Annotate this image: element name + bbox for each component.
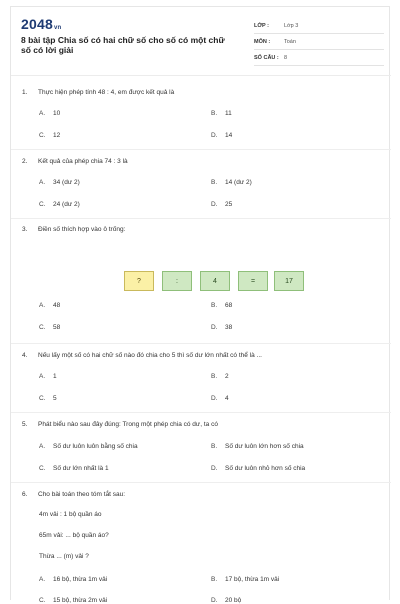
option-b[interactable]: B. 14 (dư 2) [211, 179, 252, 186]
option-a[interactable]: A. 10 [39, 110, 61, 117]
summary-line: 4m vải : 1 bộ quần áo [39, 511, 102, 518]
meta-subject: MÔN : Toán [254, 34, 384, 50]
option-a[interactable]: A. 1 [39, 373, 57, 380]
option-d[interactable]: D. 38 [211, 324, 233, 331]
question-text: 5. Phát biểu nào sau đây đúng: Trong một phép chia có dư, ta có [22, 421, 218, 428]
equation-divisor: 4 [200, 271, 230, 291]
question-text: 3. Điền số thích hợp vào ô trống: [22, 226, 126, 233]
option-d[interactable]: D. 14 [211, 132, 233, 139]
option-a[interactable]: A. 34 (dư 2) [39, 179, 80, 186]
option-c[interactable]: C. 12 [39, 132, 61, 139]
header-divider [11, 75, 391, 76]
question-divider [11, 343, 391, 344]
worksheet-header [11, 7, 391, 65]
option-c[interactable]: C. Số dư lớn nhất là 1 [39, 465, 109, 472]
question-text: 4. Nếu lấy một số có hai chữ số nào đó chia cho 5 thì số dư lớn nhất có thể là ... [22, 352, 262, 359]
option-c[interactable]: C. 15 bộ, thừa 2m vải [39, 597, 108, 604]
option-b[interactable]: B. 17 bộ, thừa 1m vải [211, 576, 280, 583]
question-text: 1. Thực hiện phép tính 48 : 4, em được kết quả là [22, 89, 175, 96]
option-d[interactable]: D. 4 [211, 395, 229, 402]
option-d[interactable]: D. 20 bộ [211, 597, 242, 604]
option-d[interactable]: D. Số dư luôn nhỏ hơn số chia [211, 465, 306, 472]
question-text: 2. Kết quả của phép chia 74 : 3 là [22, 158, 128, 165]
option-c[interactable]: C. 5 [39, 395, 57, 402]
meta-question-count: SỐ CÂU : 8 [254, 50, 384, 66]
question-divider [11, 482, 391, 483]
option-d[interactable]: D. 25 [211, 201, 233, 208]
question-divider [11, 149, 391, 150]
worksheet-meta [254, 18, 384, 66]
question-divider [11, 412, 391, 413]
option-c[interactable]: C. 58 [39, 324, 61, 331]
option-b[interactable]: B. 2 [211, 373, 229, 380]
option-a[interactable]: A. 48 [39, 302, 61, 309]
equation-operator-divide: : [162, 271, 192, 291]
equation-blank-box[interactable]: ? [124, 271, 154, 291]
summary-line: 65m vải: ... bộ quần áo? [39, 532, 109, 539]
question-divider [11, 218, 391, 219]
option-c[interactable]: C. 24 (dư 2) [39, 201, 80, 208]
worksheet-title: 8 bài tập Chia số có hai chữ số cho số có một chữ số có lời giải [21, 35, 225, 55]
question-text: 6. Cho bài toán theo tóm tắt sau: [22, 491, 126, 498]
summary-line: Thừa ... (m) vải ? [39, 553, 89, 560]
site-logo[interactable]: 2048vn [21, 16, 62, 32]
option-b[interactable]: B. 11 [211, 110, 232, 117]
option-b[interactable]: B. Số dư luôn lớn hơn số chia [211, 443, 304, 450]
option-a[interactable]: A. 16 bộ, thừa 1m vải [39, 576, 108, 583]
option-a[interactable]: A. Số dư luôn luôn bằng số chia [39, 443, 138, 450]
equation-result: 17 [274, 271, 304, 291]
equation-operator-equals: = [238, 271, 268, 291]
worksheet-page [10, 6, 390, 604]
meta-grade: LỚP : Lớp 3 [254, 18, 384, 34]
option-b[interactable]: B. 68 [211, 302, 233, 309]
